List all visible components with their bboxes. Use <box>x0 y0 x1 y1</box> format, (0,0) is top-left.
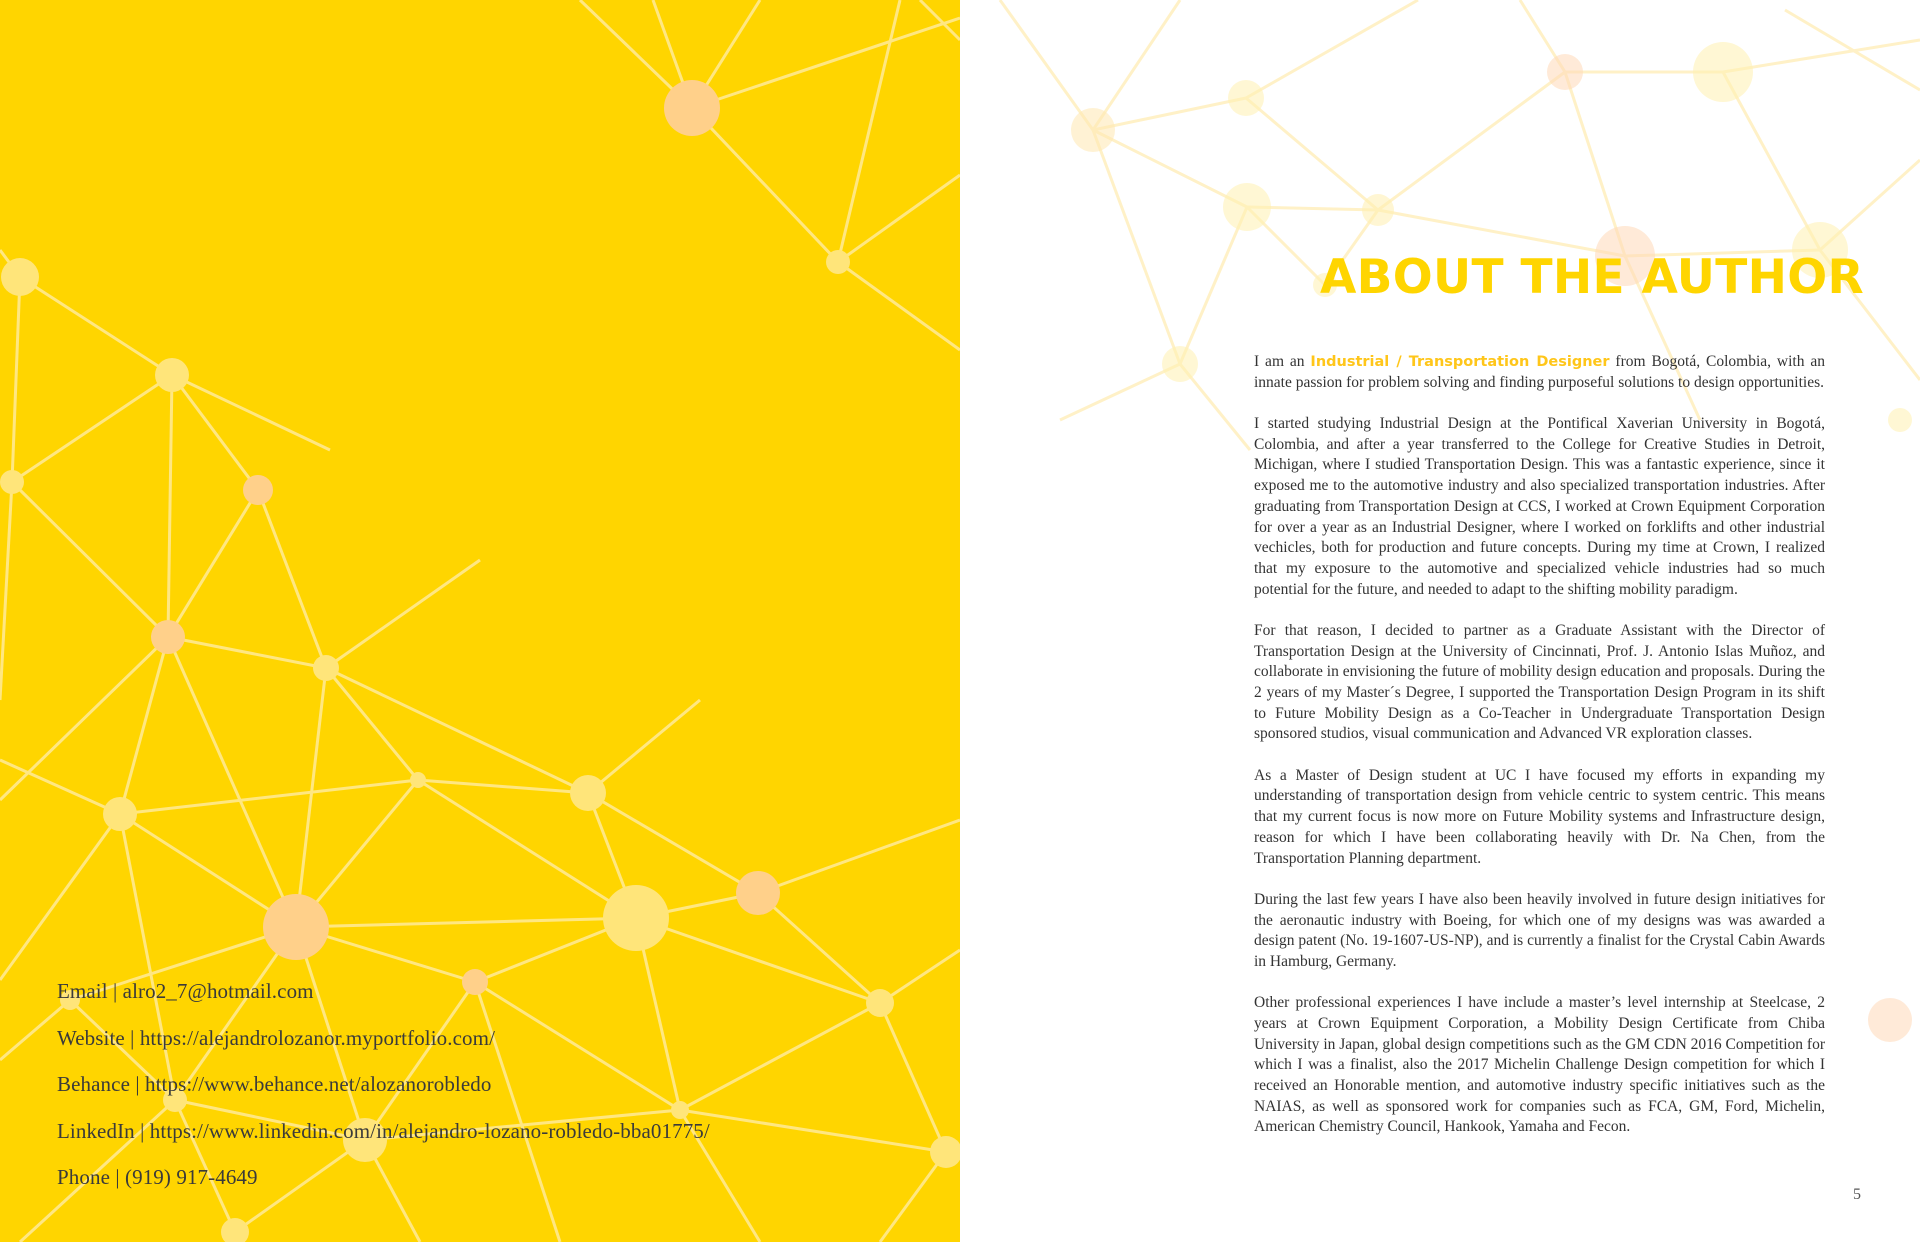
bio-paragraph-1 <box>1254 352 1825 393</box>
bio-paragraph-3: For that reason, I decided to partner as a Graduate Assistant with the Director of Transportation Design at the University of Cincinnati, Prof. J. Antonio Islas Muñoz, and collaborate in envisioning the future of mobility design education and proposals. During the 2 years of my Master´s Degree, I supported the Transportation Design Program in its shift to Future Mobility Design as a Co-Teacher in Undergraduate Transportation Design sponsored studios, visual communication and Advanced VR exploration classes. <box>1254 621 1825 743</box>
page-title: ABOUT THE AUTHOR <box>1319 250 1864 305</box>
bio-paragraph-2: I started studying Industrial Design at the Pontifical Xaverian University in Bogotá, Colombia, and after a year transferred to the College for Creative Studies in Detroit, Michigan, where I studied Transportation Design. This was a fantastic experience, since it exposed me to the automotive industry and also specialized transportation industries. After graduating from Transportation Design at CCS, I worked at Crown Equipment Corporation for over a year as an Industrial Designer, where I worked on forklifts and other industrial vechicles, both for production and future concepts. During my time at Crown, I realized that my exposure to the automotive and specialized vehicle industries had so much potential for the future, and needed to adapt to the shifting mobility paradigm. <box>1254 415 1825 598</box>
bio-p1-start: I am an <box>1254 353 1311 370</box>
page-number: 5 <box>1853 1186 1861 1203</box>
highlight-role: Industrial / Transportation Designer <box>1310 354 1610 370</box>
contact-info <box>57 968 937 1201</box>
contact-linkedin[interactable]: LinkedIn | https://www.linkedin.com/in/alejandro-lozano-robledo-bba01775/ <box>57 1118 710 1143</box>
right-page <box>960 0 1920 1242</box>
contact-email[interactable]: Email | alro2_7@hotmail.com <box>57 979 314 1003</box>
bio-paragraph-5: During the last few years I have also been heavily involved in future design initiatives for the aeronautic industry with Boeing, for which one of my designs was was awarded a design patent (No. 19-1607-US-NP), and is currently a finalist for the Crystal Cabin Awards in Hamburg, Germany. <box>1254 890 1825 970</box>
contact-behance[interactable]: Behance | https://www.behance.net/alozanorobledo <box>57 1072 492 1096</box>
bio-p1-end: from Bogotá, Colombia, with an innate passion for problem solving and finding purposeful solutions to design opportunities. <box>1254 353 1825 391</box>
bio-paragraph-4: As a Master of Design student at UC I have focused my efforts in expanding my understanding of transportation design from vehicle centric to system centric. This means that my current focus is now more on Future Mobility systems and Infrastructure design, reason for which I have been collaborating heavily with Dr. Na Chen, from the Transportation Planning department. <box>1254 766 1825 867</box>
author-bio <box>1254 352 1825 1159</box>
contact-phone[interactable]: Phone | (919) 917-4649 <box>57 1165 258 1189</box>
bio-paragraph-6: Other professional experiences I have include a master’s level internship at Steelcase, 2 years at Crown Equipment Corporation, a Mobility Design Certificate from Chiba University in Japan, global design competitions such as the GM CDN 2016 Competition for which I was a finalist, also the 2017 Michelin Challenge Design competition for which I received an Honorable mention, and automotive industry specific initiatives such as the NAIAS, as well as sponsored work for companies such as FCA, GM, Ford, Michelin, American Chemistry Council, Hankook, Yamaha and Fecon. <box>1254 994 1825 1136</box>
contact-website[interactable]: Website | https://alejandrolozanor.myportfolio.com/ <box>57 1025 496 1050</box>
